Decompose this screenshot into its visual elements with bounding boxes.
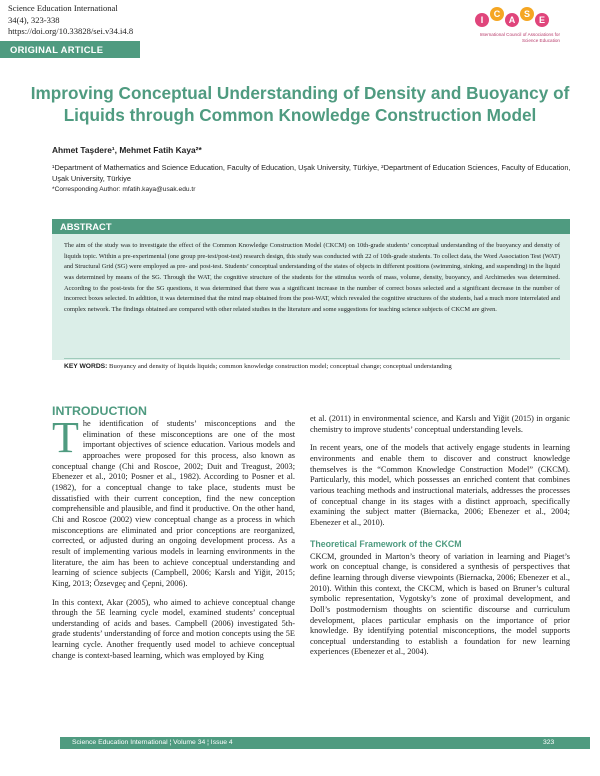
logo-letter: E [538, 15, 546, 26]
affiliations: ¹Department of Mathematics and Science Education, Faculty of Education, Uşak University, Türkiye, ²Department of Education Sciences, Faculty of Education, Uşak University, Türkiye [52, 163, 571, 183]
intro-paragraph-1 [52, 413, 295, 590]
intro-paragraph-4: In recent years, one of the models that actively engage students in learning environments and enable them to discover and construct knowledge themselves is the “Common Knowledge Construction Model” (CKCM). Particularly, this model, which possesses an enriched content that combines various teaching methods and instructional materials, addresses the processes of conceptual change in its stages with a distinct approach, specifically examining the subject matter (Biernacka, 2006; Ebenezer et al., 2004; Ebenezer et al., 2010). [310, 443, 570, 527]
intro-paragraph-2: In this context, Akar (2005), who aimed to achieve conceptual change through the 5E learning cycle model, examined students’ conceptual understanding of acids and bases. Campbell (2006) investigated 5th-grade students’ understanding of force and motion concepts using the 5E learning cycle. Another frequently used model to achieve conceptual change is context-based learning, which was employed by King [52, 597, 295, 660]
journal-doi[interactable]: https://doi.org/10.33828/sei.v34.i4.8 [8, 26, 134, 36]
drop-cap: T [52, 413, 79, 462]
body-column-left [52, 413, 295, 661]
icase-logo [450, 4, 560, 56]
intro-paragraph-5: CKCM, grounded in Marton’s theory of variation in learning and Piaget’s work on conceptual change, is considered a synthesis of perspectives that define learning through diverse viewpoints (Biernacka, 2006; Ebenezer et al., 2010). Within this context, the CKCM, which is based on Bruner’s cultural symbolic representation, Vygotsky’s zone of proximal development, and Doll’s postmodernism thoughts on scientific discourse and curriculum development, places particular emphasis on the importance of prior knowledge. By identifying potential misconceptions, the model supports conceptual understanding to establish a foundation for new learning experiences (Ebenezer et al., 2004). [310, 551, 570, 657]
authors: Ahmet Taşdere¹, Mehmet Fatih Kaya²* [52, 145, 202, 155]
logo-subtitle: International Council of Associations for Science Education [479, 32, 560, 43]
logo-letter: S [523, 9, 531, 20]
journal-header [8, 3, 133, 38]
logo-letter: C [493, 9, 501, 20]
introduction-heading: INTRODUCTION [52, 404, 147, 418]
page-number: 323 [543, 739, 555, 746]
keywords-divider [64, 358, 560, 359]
theoretical-framework-heading: Theoretical Framework of the CKCM [310, 538, 462, 549]
footer-text: Science Education International ¦ Volume 34 ¦ Issue 4 [72, 739, 233, 746]
keywords-label: KEY WORDS: [64, 363, 108, 370]
abstract-header-bar [52, 219, 570, 234]
body-column-right [310, 414, 570, 658]
abstract-text: The aim of the study was to investigate the effect of the Common Knowledge Construction Model (CKCM) on 10th-grade students’ conceptual understanding of the buoyancy and density of liquids topic. Within a pre-experimental (one group pre-test/post-test) research design, this study was conducted with 22 of 10th-grade students. To collect data, the Word Association Test (WAT) and Structural Grid (SG) were employed as pre- and post-test. Students’ conceptual understanding of the states of objects in different positions (swimming, sinking, and suspending) in the liquid was determined by means of the SG. Through the WAT, the cognitive structure of the students for the stimulus words of mass, volume, density, buoyancy, and Archimedes was determined. According to the post-tests for the SG questions, it was determined that there was a significant increase in the number of correct boxes selected and a significant decrease in the number of incorrect boxes selected. In addition, it was determined that the mind map obtained from the post-WAT, which revealed the cognitive structures of the students, had a much more interrelated and complex network. The findings obtained are compared with other related studies in the literature and some suggestions for teaching science subjects of CKCM are given. [64, 242, 560, 313]
journal-name: Science Education International [8, 3, 118, 13]
keywords-text: Buoyancy and density of liquids liquids; common knowledge construction model; conceptual change; conceptual understanding [109, 363, 452, 370]
intro-paragraph-3: et al. (2011) in environmental science, and Karslı and Yiğit (2015) in organic chemistry to improve students’ conceptual understanding levels. [310, 414, 570, 434]
corresponding-author: *Corresponding Author: mfatih.kaya@usak.edu.tr [52, 186, 196, 193]
logo-letter: A [508, 15, 516, 26]
keywords [64, 362, 560, 372]
article-type: ORIGINAL ARTICLE [10, 44, 104, 55]
journal-volume-pages: 34(4), 323-338 [8, 14, 60, 25]
logo-letter: I [480, 15, 484, 26]
article-title: Improving Conceptual Understanding of Density and Buoyancy of Liquids through Common Knowledge Construction Model [30, 83, 570, 125]
abstract-heading: ABSTRACT [60, 221, 112, 232]
intro-paragraph-1-text: he identification of students’ misconceptions and the elimination of these misconceptions are one of the most important objectives of science education. Various models and approaches were proposed for this process, also known as conceptual change (Chi and Roscoe, 2002; Duit and Treagust, 2003; Ebenezer et al., 2010; Posner et al., 1982). According to Posner et al. (1982), for a conceptual change to take place, students must be dissatisfied with their current conception, find the new conception comprehensible and plausible, and find it productive. On the other hand, Chi and Roscoe (2002) view conceptual change as a process in which misconceptions are eliminated and prior conceptions are reorganized, corrected, or adjusted during an ongoing development process. As a result of implementing various models in learning environments in the literature, the aim has been to achieve conceptual understanding and learning of science subjects (Campbell, 2006; Karslı and Yiğit, 2015; King, 2013; Özsevgeç and Çepni, 2006). [52, 419, 295, 588]
